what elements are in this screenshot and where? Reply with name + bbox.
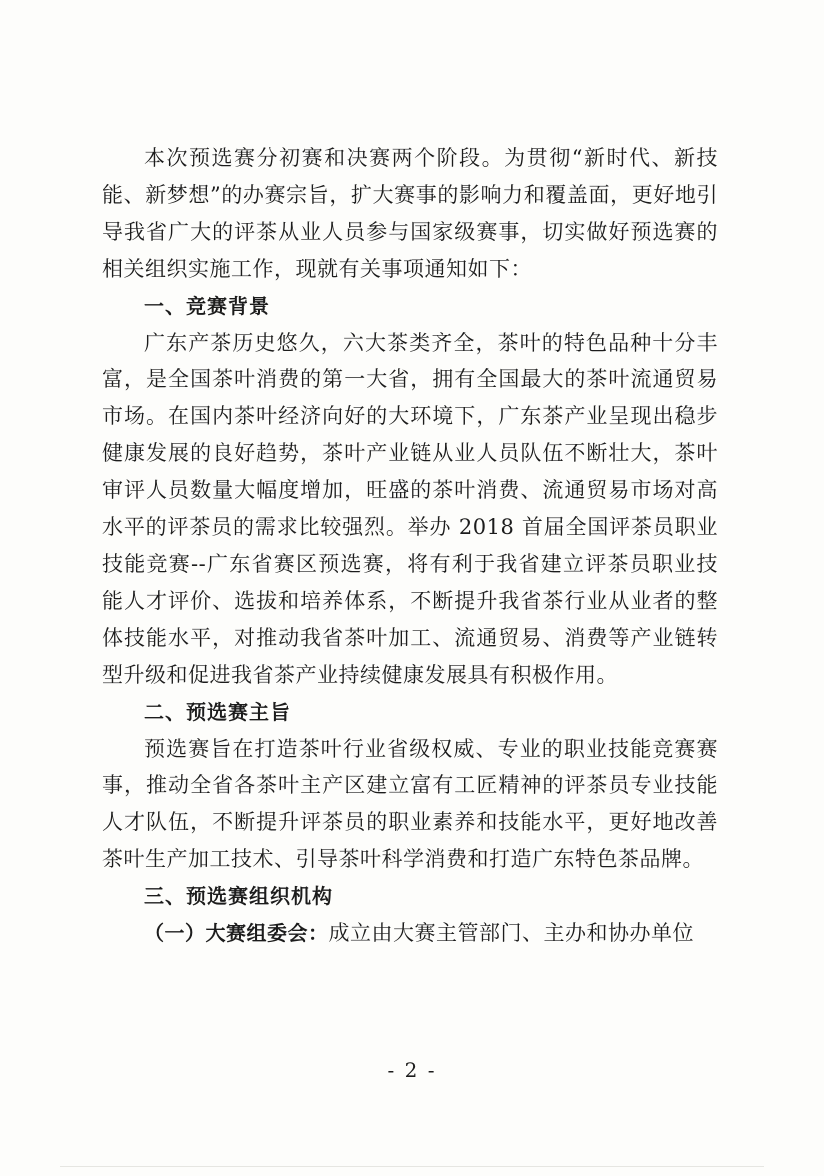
document-body [102,140,718,952]
page-bottom-edge [60,1166,764,1167]
section-heading-purpose: 二、预选赛主旨 [144,699,291,724]
purpose-paragraph: 预选赛旨在打造茶叶行业省级权威、专业的职业技能竞赛赛事，推动全省各茶叶主产区建立富有工匠精神的评茶员专业技能人才队伍，不断提升评茶员的职业素养和技能水平，更好地改善茶叶生产加工技术、引导茶叶科学消费和打造广东特色茶品牌。 [102,736,718,872]
intro-paragraph: 本次预选赛分初赛和决赛两个阶段。为贯彻“新时代、新技能、新梦想”的办赛宗旨，扩大赛事的影响力和覆盖面，更好地引导我省广大的评茶从业人员参与国家级赛事，切实做好预选赛的相关组织实施工作，现就有关事项通知如下： [102,146,718,281]
page-number: - 2 - [387,1058,437,1082]
section-heading-organization: 三、预选赛组织机构 [144,884,333,909]
organization-committee-paragraph [102,915,718,952]
committee-text: 成立由大赛主管部门、主办和协办单位 [328,921,694,946]
committee-label: （一）大赛组委会： [144,921,329,946]
section-heading-background: 一、竞赛背景 [144,293,270,318]
background-paragraph: 广东产茶历史悠久，六大茶类齐全，茶叶的特色品种十分丰富，是全国茶叶消费的第一大省，拥有全国最大的茶叶流通贸易市场。在国内茶叶经济向好的大环境下，广东茶产业呈现出稳步健康发展的良好趋势，茶叶产业链从业人员队伍不断壮大，茶叶审评人员数量大幅度增加，旺盛的茶叶消费、流通贸易市场对高水平的评茶员的需求比较强烈。举办 2018 首届全国评茶员职业技能竞赛--广东省赛区预选赛，将有利于我省建立评茶员职业技能人才评价、选拔和培养体系，不断提升我省茶行业从业者的整体技能水平，对推动我省茶叶加工、流通贸易、消费等产业链转型升级和促进我省茶产业持续健康发展具有积极作用。 [102,330,718,687]
